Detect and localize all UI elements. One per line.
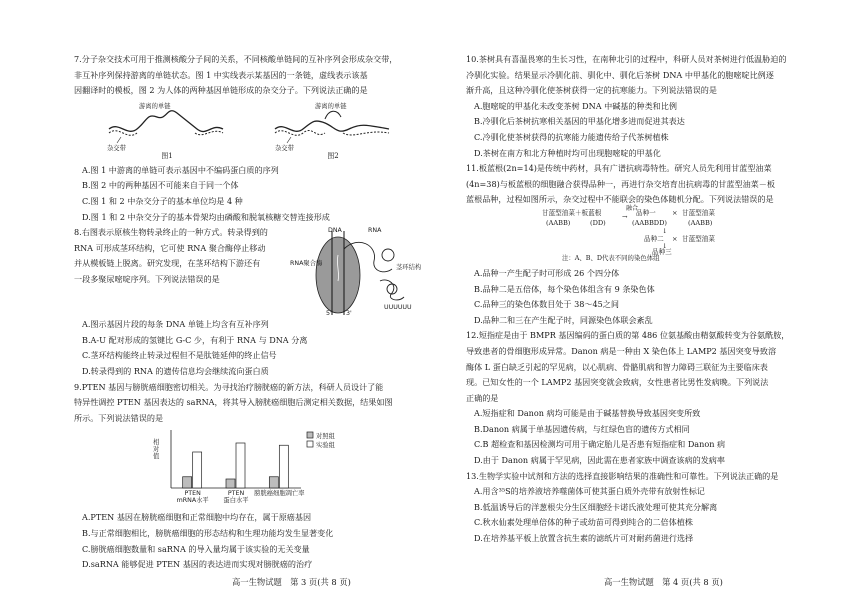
q9-option-b: B.与正常细胞相比，膀胱癌细胞的形态结构和生理功能均发生显著变化 xyxy=(82,527,334,538)
q11-stem-line-1: 11.板蓝根(2n=14)是传统中药材，具有广谱抗病毒特性。研究人员先利用甘蓝型油菜 xyxy=(466,163,772,174)
q9-stem-line-2: 特异性调控 PTEN 基因表达的 saRNA，将其导入膀胱癌细胞后测定相关数据，结果如图 xyxy=(74,397,393,408)
question-12 xyxy=(466,328,806,468)
q8-stem-line-3: 并从模板链上脱离。研究发现，在茎环结构下游还有 xyxy=(74,258,261,269)
chart-legend-label: 实验组 xyxy=(316,442,335,450)
q12-stem-line-2: 导致患者的骨细胞形成异常。Danon 病是一种由 X 染色体上 LAMP2 基因突变导致溶 xyxy=(466,345,777,356)
q11-option-b: B.品种二是五倍体，每个染色体组含有 9 条染色体 xyxy=(474,283,655,294)
chart-legend-swatch xyxy=(307,441,313,447)
q8-label-rna: RNA xyxy=(368,227,382,235)
left-page-footer: 高一生物试题 第 3 页(共 8 页) xyxy=(232,577,351,587)
q8-option-b: B.A-U 配对形成的氢键比 G-C 少，有利于 RNA 与 DNA 分离 xyxy=(82,334,308,345)
q8-stem-line-4: 一段多聚尿嘧啶序列。下列说法错误的是 xyxy=(74,273,220,284)
q12-option-d: D.由于 Danon 病属于罕见病，因此需在患者家族中调查该病的发病率 xyxy=(474,455,725,466)
chart-category-label: PTEN xyxy=(184,490,201,498)
cross-arrow-down-2: ↓ xyxy=(662,241,668,250)
q12-stem-line-1: 12.短指症是由于 BMPR 基因编码的蛋白质的第 486 位氨基酸由精氨酸转变为谷氨酰胺， xyxy=(466,330,790,341)
chart-bar-experiment-0 xyxy=(193,452,202,488)
genotype-aabb-2: (AABB) xyxy=(688,218,713,227)
cross-symbol-1: × xyxy=(672,208,678,217)
q8-figure xyxy=(288,225,426,317)
q8-stem-line-1: 8.右图表示原核生物转录终止的一种方式。转录得到的 xyxy=(74,227,268,238)
chart-legend-label: 对照组 xyxy=(316,433,335,441)
q11-option-a: A.品种一产生配子时可形成 26 个四分体 xyxy=(474,267,620,278)
fig2-caption: 图2 xyxy=(327,151,339,160)
q8-label-poly-u: UUUUUU xyxy=(384,304,412,312)
q8-stem-line-2: RNA 可形成茎环结构，它可使 RNA 聚合酶停止移动 xyxy=(74,242,266,253)
q11-stem-line-3: 蓝根品种，过程如图所示，杂交过程中不能联会的染色体随机分配。下列说法错误的是 xyxy=(466,194,774,205)
q12-option-b: B.Danon 病属于单基因遗传病，与红绿色盲的遗传方式相同 xyxy=(474,423,690,434)
q10-option-d: D.茶树在南方和北方种植时均可出现胞嘧啶的甲基化 xyxy=(474,147,661,158)
q8-label-5prime: 5' xyxy=(326,310,332,318)
right-page-footer: 高一生物试题 第 4 页(共 8 页) xyxy=(604,577,723,587)
hybrid-diagram-2 xyxy=(271,99,395,151)
question-10 xyxy=(466,52,806,161)
q7-option-d: D.图 1 和 2 中杂交分子的基本骨架均由磷酸和脱氧核糖交替连接形成 xyxy=(82,211,330,222)
chart-bar-control-0 xyxy=(183,477,192,488)
q10-stem-line-3: 渐升高，且这种冷驯化使茶树获得一定的抗寒能力。下列说法错误的是 xyxy=(466,85,717,96)
q8-option-a: A.图示基因片段的每条 DNA 单链上均含有互补序列 xyxy=(82,319,269,330)
cross-variety-1: 品种一 xyxy=(636,208,656,217)
q9-option-d: D.saRNA 能够促进 PTEN 基因的表达进而实现对膀胱癌的治疗 xyxy=(82,559,313,570)
question-8 xyxy=(74,225,426,379)
chart-y-axis-label-char: 对 xyxy=(153,446,160,454)
chart-y-axis-label xyxy=(153,437,160,460)
q7-figure-2 xyxy=(271,99,395,161)
q8-label-dna: DNA xyxy=(328,227,342,235)
genotype-dd: (DD) xyxy=(590,218,606,227)
chart-legend-swatch xyxy=(307,432,313,438)
q7-figures xyxy=(74,99,426,161)
q9-option-c: C.膀胱癌细胞数量和 saRNA 的导入量均属于该实验的无关变量 xyxy=(82,543,310,554)
fig1-label-bottom: 杂交带 xyxy=(107,144,126,151)
q12-option-c: C.B 超检查和基因检测均可用于确定胎儿是否患有短指症和 Danon 病 xyxy=(474,439,726,450)
q7-stem-line-3: 因翻译时的模板，图 2 为人体的两种基因单链形成的杂交分子。下列说法正确的是 xyxy=(74,85,368,96)
cross-arrow-down-1: ↓ xyxy=(662,226,668,235)
chart-y-axis-label-char: 相 xyxy=(153,439,160,447)
cross-parents: 甘蓝型油菜＋板蓝根 xyxy=(542,208,602,217)
chart-bar-control-2 xyxy=(269,477,278,488)
q11-option-c: C.品种三的染色体数目处于 38～45之间 xyxy=(474,299,619,310)
q8-stem xyxy=(74,225,288,317)
q13-option-d: D.在培养基平板上放置含抗生素的滤纸片可对耐药菌进行选择 xyxy=(474,533,694,544)
right-page-column xyxy=(466,52,806,547)
genotype-aabb-1: (AABB) xyxy=(546,218,571,227)
q7-option-c: C.图 1 和 2 中杂交分子的基本单位均是 4 种 xyxy=(82,195,243,206)
q10-stem-line-1: 10.茶树具有喜温畏寒的生长习性，在南种北引的过程中，科研人员对茶树进行低温胁迫的 xyxy=(466,54,787,64)
chart-bar-experiment-2 xyxy=(279,446,288,489)
q8-option-c: C.茎环结构能终止转录过程但不是肽链延伸的终止信号 xyxy=(82,350,277,361)
q11-cross-diagram xyxy=(466,204,806,264)
q7-option-a: A.图 1 中游离的单链可表示基因中不编码蛋白质的序列 xyxy=(82,164,279,175)
left-page-column xyxy=(74,52,426,573)
q8-label-polymerase: RNA聚合酶 xyxy=(290,260,323,268)
chart-y-axis-label-char: 值 xyxy=(153,453,160,461)
question-9 xyxy=(74,380,426,573)
cross-variety-3: 品种三 xyxy=(652,247,672,256)
q9-chart-container xyxy=(74,426,426,508)
cross-parent-2: 甘蓝型油菜 xyxy=(682,208,715,217)
q13-option-a: A.用含³⁵S的培养液培养噬菌体可使其蛋白质外壳带有放射性标记 xyxy=(474,486,705,497)
q12-stem-line-5: 正确的是 xyxy=(466,392,499,403)
q13-stem-line-1: 13.生物学实验中试剂和方法的选择直接影响结果的准确性和可靠性。下列说法正确的是 xyxy=(466,470,779,481)
q8-option-d: D.转录得到的 RNA 的遗传信息均会继续流向蛋白质 xyxy=(82,365,269,376)
q9-stem-line-3: 所示。下列说法错误的是 xyxy=(74,412,164,423)
q8-label-3prime: 3' xyxy=(346,310,352,318)
q10-option-c: C.冷驯化使茶树获得的抗寒能力能遗传给子代茶树植株 xyxy=(474,131,669,142)
question-7 xyxy=(74,52,426,225)
q12-option-a: A.短指症和 Danon 病均可能是由于碱基替换导致基因突变所致 xyxy=(474,408,701,419)
q9-stem-line-1: 9.PTEN 基因与膀胱癌细胞密切相关。为寻找治疗膀胱癌的新方法，科研人员设计了能 xyxy=(74,381,384,392)
genotype-aabbdd: (AABBDD) xyxy=(632,218,667,227)
q13-option-c: C.秋水仙素处理单倍体的种子或幼苗可得到纯合的二倍体植株 xyxy=(474,517,693,528)
q9-option-a: A.PTEN 基因在膀胱癌细胞和正常细胞中均存在，属于原癌基因 xyxy=(82,512,312,523)
q13-option-b: B.低温诱导后的洋葱根尖分生区细胞经卡诺氏液处理可使其充分解离 xyxy=(474,501,718,512)
q7-stem-line-1: 7.分子杂交技术可用于推测核酸分子间的关系，不同核酸单链间的互补序列会形成杂交带， xyxy=(74,54,398,64)
question-13 xyxy=(466,469,806,547)
q12-stem-line-3: 酶体 L 蛋白缺乏引起的罕见病，以心肌病、骨骼肌病和智力障碍三联征为主要临床表 xyxy=(466,361,768,372)
chart-category-label: PTEN xyxy=(227,490,245,498)
chart-category-label: 蛋白水平 xyxy=(223,497,249,505)
q10-option-b: B.冷驯化后茶树抗寒相关基因的甲基化增多进而促进其表达 xyxy=(474,116,685,127)
question-11 xyxy=(466,161,806,328)
q10-option-a: A.胞嘧啶的甲基化未改变茶树 DNA 中碱基的种类和比例 xyxy=(474,100,677,111)
q8-stem-with-figure xyxy=(74,225,426,317)
q7-option-b: B.图 2 中的两种基因不可能来自于同一个体 xyxy=(82,180,239,191)
q8-label-stem-loop: 茎环结构 xyxy=(396,264,422,272)
fig1-label-top: 游离的单链 xyxy=(139,102,171,110)
chart-category-label: mRNA水平 xyxy=(176,497,209,505)
transcription-termination-diagram xyxy=(288,225,426,317)
hybrid-diagram-1 xyxy=(105,99,229,151)
cross-parent-3: 甘蓝型油菜 xyxy=(682,234,715,243)
fig1-caption: 图1 xyxy=(161,151,173,160)
q11-stem-line-2: (4n=38)与板蓝根的细胞融合获得品种一，再进行杂交培育出抗病毒的甘蓝型油菜－板 xyxy=(466,178,775,189)
fig2-label-top: 游离的单链 xyxy=(315,102,347,110)
q7-figure-1 xyxy=(105,99,229,161)
cross-variety-2: 品种二 xyxy=(644,234,664,243)
chart-bar-experiment-1 xyxy=(236,443,245,488)
cross-fusion-label: 融合 xyxy=(626,204,639,212)
cross-symbol-2: × xyxy=(672,234,678,243)
q10-stem-line-2: 冷驯化实验。结果显示冷驯化前、驯化中、驯化后茶树 DNA 中甲基化的胞嘧啶比例逐 xyxy=(466,69,774,80)
chart-bar-control-1 xyxy=(226,479,235,488)
q11-option-d: D.品种二和三在产生配子时，同源染色体联会紊乱 xyxy=(474,314,653,325)
pten-bar-chart xyxy=(145,426,355,508)
q12-stem-line-4: 现。已知女性的一个 LAMP2 基因突变就会致病，女性患者比男性发病晚。下列说法 xyxy=(466,377,769,388)
q7-stem-line-2: 非互补序列保持游离的单链状态。图 1 中实线表示某基因的一条链，虚线表示该基 xyxy=(74,69,368,80)
cross-fusion-arrow: → xyxy=(622,212,628,221)
chart-category-label: 膀胱癌细胞凋亡率 xyxy=(254,490,305,498)
fig2-label-bottom: 杂交带 xyxy=(275,144,294,151)
cross-note: 注：A、B、D代表不同的染色体组 xyxy=(562,253,660,262)
